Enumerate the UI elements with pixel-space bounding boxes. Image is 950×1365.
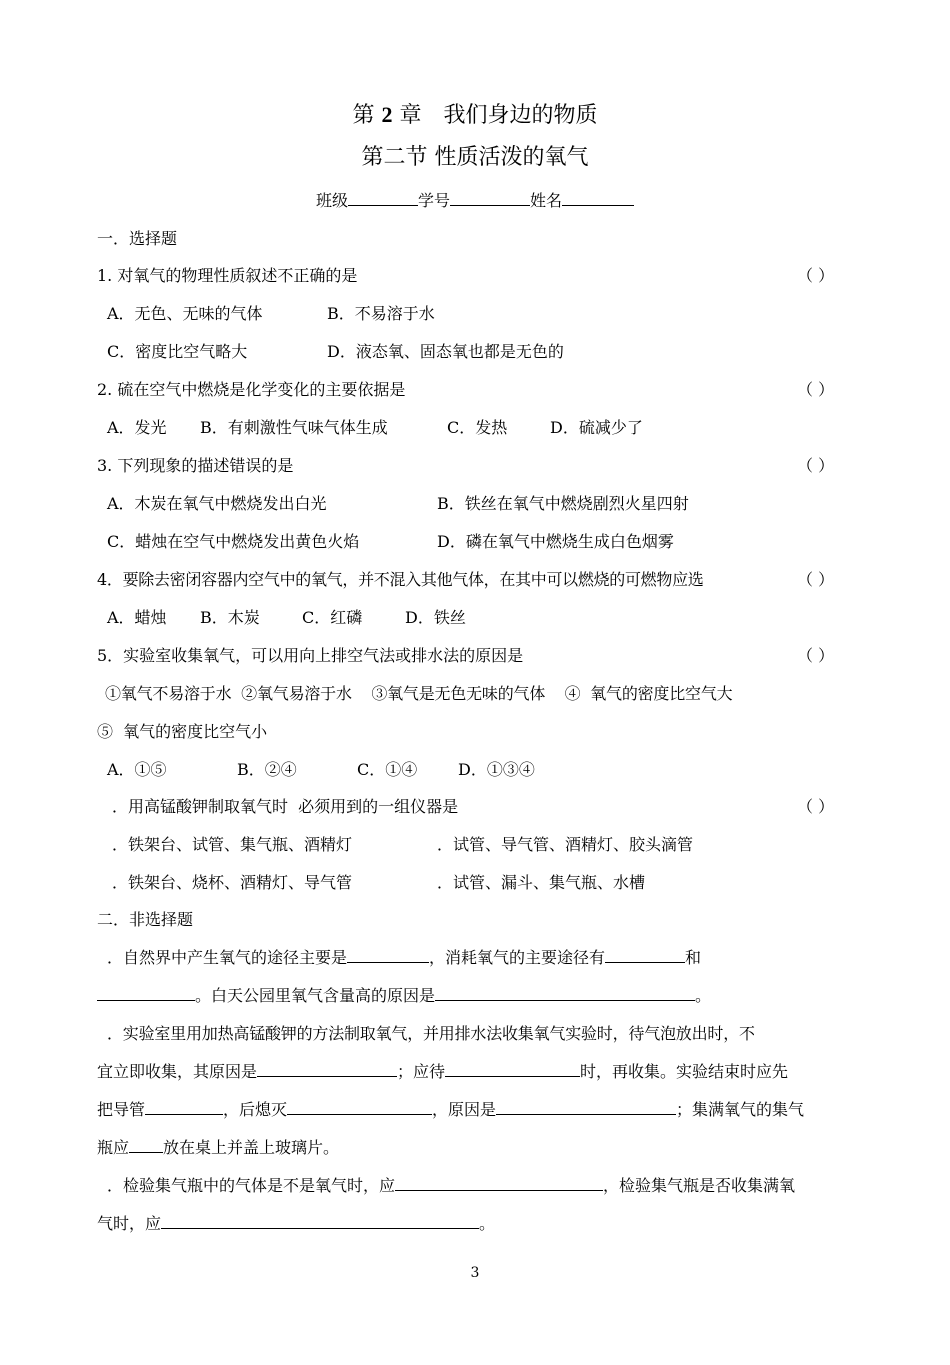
s2-q2-blank-4[interactable] — [287, 1098, 432, 1115]
s2-q1-blank-1[interactable] — [347, 946, 429, 963]
s2-q2-text-7: ，原因是 — [432, 1100, 497, 1119]
name-blank[interactable] — [562, 189, 634, 206]
name-label: 姓名 — [530, 191, 563, 210]
s2-q1-line2 — [97, 983, 711, 1006]
s2-q3-blank-1[interactable] — [395, 1174, 603, 1191]
section2-heading: 二．非选择题 — [97, 910, 194, 929]
chapter-suffix: 章 — [399, 103, 422, 128]
q4-answer-bracket[interactable]: （ ） — [797, 570, 835, 589]
s2-q1-blank-4[interactable] — [435, 984, 695, 1001]
id-blank[interactable] — [450, 189, 530, 206]
s2-q2-line2 — [97, 1059, 788, 1082]
s2-q3-blank-2[interactable] — [161, 1212, 479, 1229]
s2-q2-line3 — [97, 1097, 804, 1120]
s2-q3-text-2: ，检验集气瓶是否收集满氧 — [603, 1176, 796, 1195]
s2-q2-blank-5[interactable] — [496, 1098, 676, 1115]
q3-option-c: C．蜡烛在空气中燃烧发出黄色火焰 — [107, 532, 360, 551]
id-label: 学号 — [417, 191, 450, 210]
chapter-name: 我们身边的物质 — [443, 103, 598, 128]
section1-heading: 一．选择题 — [97, 229, 178, 248]
q5-option-d: D．①③④ — [458, 760, 535, 779]
q3-option-a: A．木炭在氧气中燃烧发出白光 — [107, 494, 327, 513]
q4-option-d: D．铁丝 — [405, 608, 466, 627]
chapter-prefix: 第 — [352, 103, 375, 128]
q2-stem: 2. 硫在空气中燃烧是化学变化的主要依据是 — [97, 380, 406, 399]
s2-q2-text-4: 时，再收集。实验结束时应先 — [580, 1062, 789, 1081]
q1-option-c: C．密度比空气略大 — [107, 342, 248, 361]
s2-q2-text-6: ，后熄灭 — [223, 1100, 288, 1119]
q4-option-b: B．木炭 — [200, 608, 260, 627]
s2-q2-line4 — [97, 1135, 339, 1158]
q5-statements-line2: ⑤ 氧气的密度比空气小 — [97, 722, 268, 741]
s2-q2-blank-3[interactable] — [145, 1098, 223, 1115]
q6-option-c: ．铁架台、烧杯、酒精灯、导气管 — [112, 873, 353, 892]
q6-option-b: ．试管、导气管、酒精灯、胶头滴管 — [437, 835, 694, 854]
page-number: 3 — [470, 1265, 480, 1281]
q5-option-c: C．①④ — [357, 760, 418, 779]
q3-answer-bracket[interactable]: （ ） — [797, 456, 835, 475]
chapter-number: 2 — [381, 102, 393, 127]
s2-q2-blank-1[interactable] — [257, 1060, 397, 1077]
s2-q1-text-1: ．自然界中产生氧气的途径主要是 — [107, 948, 348, 967]
q2-option-b: B．有刺激性气味气体生成 — [200, 418, 388, 437]
q6-option-a: ．铁架台、试管、集气瓶、酒精灯 — [112, 835, 353, 854]
s2-q1-text-5: 。 — [695, 986, 712, 1005]
q3-option-b: B．铁丝在氧气中燃烧剧烈火星四射 — [437, 494, 689, 513]
s2-q2-text-10: 放在桌上并盖上玻璃片。 — [163, 1138, 340, 1157]
s2-q1-text-4: 。白天公园里氧气含量高的原因是 — [195, 986, 436, 1005]
s2-q3-line1 — [107, 1173, 795, 1196]
chapter-title — [0, 98, 950, 129]
q5-option-a: A．①⑤ — [107, 760, 167, 779]
s2-q1-blank-2[interactable] — [605, 946, 685, 963]
s2-q2-text-5: 把导管 — [97, 1100, 146, 1119]
s2-q1-blank-3[interactable] — [97, 984, 195, 1001]
s2-q2-blank-2[interactable] — [445, 1060, 580, 1077]
q3-stem: 3. 下列现象的描述错误的是 — [97, 456, 294, 475]
q6-option-d: ．试管、漏斗、集气瓶、水槽 — [437, 873, 646, 892]
q5-statements-line1: ①氧气不易溶于水 ②氧气易溶于水 ③氧气是无色无味的气体 ④ 氧气的密度比空气大 — [105, 684, 733, 703]
q2-option-c: C．发热 — [447, 418, 508, 437]
class-label: 班级 — [315, 191, 348, 210]
q5-answer-bracket[interactable]: （ ） — [797, 646, 835, 665]
q3-option-d: D．磷在氧气中燃烧生成白色烟雾 — [437, 532, 674, 551]
q6-answer-bracket[interactable]: （ ） — [797, 797, 835, 816]
q2-answer-bracket[interactable]: （ ） — [797, 380, 835, 399]
s2-q2-text-2: 宜立即收集，其原因是 — [97, 1062, 258, 1081]
s2-q1-line1 — [107, 945, 701, 968]
q1-option-b: B．不易溶于水 — [327, 304, 435, 323]
s2-q2-text-8: ；集满氧气的集气 — [676, 1100, 805, 1119]
q4-option-c: C．红磷 — [302, 608, 363, 627]
s2-q1-text-2: ，消耗氧气的主要途径有 — [429, 948, 606, 967]
s2-q2-blank-6[interactable] — [129, 1136, 163, 1153]
q2-option-d: D．硫减少了 — [550, 418, 643, 437]
s2-q3-text-4: 。 — [479, 1214, 496, 1233]
q4-stem: 4．要除去密闭容器内空气中的氧气，并不混入其他气体，在其中可以燃烧的可燃物应选 — [97, 570, 704, 589]
q2-option-a: A．发光 — [107, 418, 167, 437]
q1-answer-bracket[interactable]: （ ） — [797, 266, 835, 285]
q1-option-d: D．液态氧、固态氧也都是无色的 — [327, 342, 564, 361]
student-info-line — [0, 188, 950, 211]
s2-q3-text-1: ．检验集气瓶中的气体是不是氧气时，应 — [107, 1176, 396, 1195]
section-title: 第二节 性质活泼的氧气 — [361, 145, 589, 170]
s2-q1-text-3: 和 — [685, 948, 702, 967]
q5-stem: 5．实验室收集氧气，可以用向上排空气法或排水法的原因是 — [97, 646, 524, 665]
s2-q3-line2 — [97, 1211, 495, 1234]
q1-stem: 1. 对氧气的物理性质叙述不正确的是 — [97, 266, 358, 285]
q1-option-a: A．无色、无味的气体 — [107, 304, 263, 323]
q5-option-b: B．②④ — [237, 760, 297, 779]
s2-q3-text-3: 气时，应 — [97, 1214, 162, 1233]
class-blank[interactable] — [348, 189, 418, 206]
s2-q2-text-3: ；应待 — [397, 1062, 446, 1081]
q6-stem: ．用高锰酸钾制取氧气时 必须用到的一组仪器是 — [112, 797, 459, 816]
s2-q2-text-9: 瓶应 — [97, 1138, 130, 1157]
q4-option-a: A．蜡烛 — [107, 608, 167, 627]
s2-q2-line1: ．实验室里用加热高锰酸钾的方法制取氧气，并用排水法收集氧气实验时，待气泡放出时，不 — [107, 1024, 755, 1043]
